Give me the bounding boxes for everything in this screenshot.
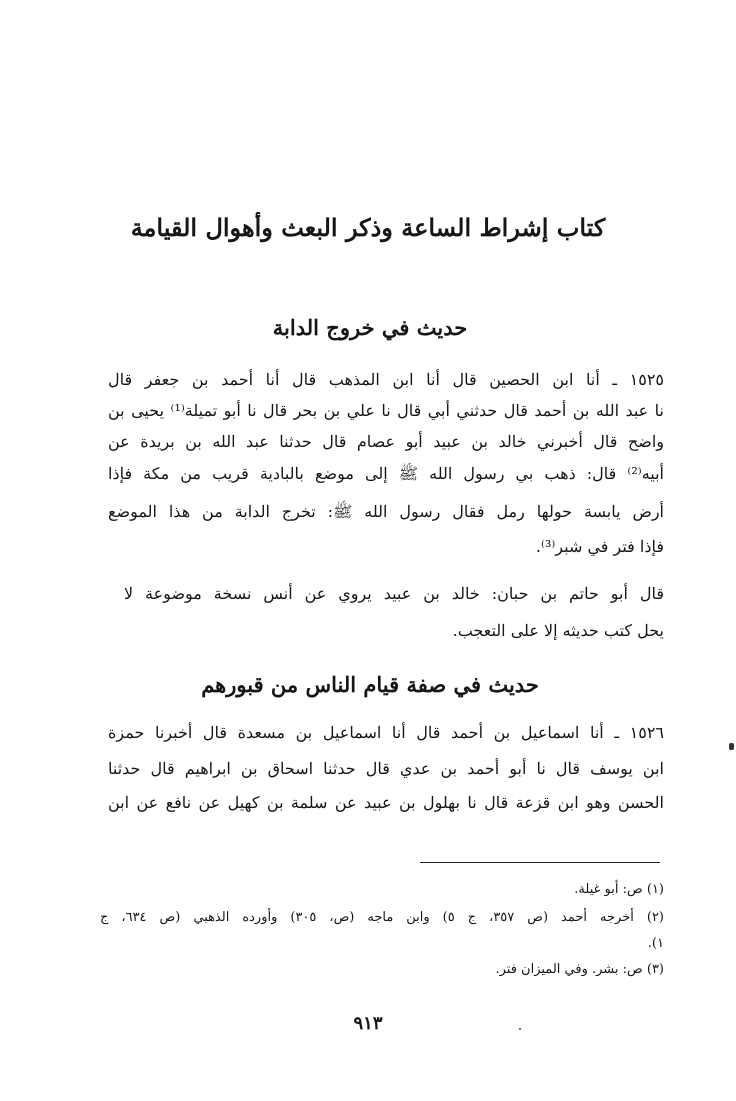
text-line: الحسن وهو ابن قزعة قال نا بهلول بن عبيد عن سلمة بن كهيل عن نافع عن ابن [108, 793, 664, 812]
text-line: ١٥٢٦ ـ أنا اسماعيل بن أحمد قال أنا اسماعيل بن مسعدة قال أخبرنا حمزة [108, 723, 664, 742]
text-line: يحل كتب حديثه إلا على التعجب. [452, 621, 664, 640]
footnote-3: (٣) ص: بشر. وفي الميزان فتر. [495, 962, 664, 977]
section-heading-qiyam: حديث في صفة قيام الناس من قبورهم [201, 672, 539, 697]
footnote-divider [420, 862, 660, 863]
text-line: قال أبو حاتم بن حبان: خالد بن عبيد يروي عن أنس نسخة موضوعة لا [124, 584, 664, 603]
footnote-1: (١) ص: أبو غيلة. [574, 882, 664, 897]
text-line: أبيه⁽²⁾ قال: ذهب بي رسول الله ﷺ إلى موضع بالبادية قريب من مكة فإذا [108, 464, 664, 483]
text-line: واضح قال أخبرني خالد بن عبيد أبو عصام قال حدثنا عبد الله بن بريدة عن [108, 432, 664, 451]
section-heading-dabba: حديث في خروج الدابة [272, 315, 468, 340]
scan-speck [519, 1028, 521, 1030]
text-line: نا عبد الله بن أحمد قال حدثني أبي قال نا علي بن بحر قال نا أبو تميلة⁽¹⁾ يحيى بن [108, 401, 665, 420]
text-line: أرض يابسة حولها رمل فقال رسول الله ﷺ: تخرج الدابة من هذا الموضع [108, 502, 664, 521]
page-number: ٩١٣ [353, 1013, 383, 1034]
text-line: فإذا فتر في شبر⁽³⁾. [535, 537, 664, 556]
text-line: ١٥٢٥ ـ أنا ابن الحصين قال أنا ابن المذهب قال أنا أحمد بن جعفر قال [108, 370, 664, 389]
footnote-2: (٢) أخرجه أحمد (ص ٣٥٧، ج ٥) وابن ماجه (ص، ٣٠٥) وأورده الذهبي (ص ٦٣٤، ج [100, 910, 664, 925]
book-title: كتاب إشراط الساعة وذكر البعث وأهوال القيامة [130, 213, 606, 242]
scan-speck [729, 743, 734, 750]
text-line: ابن يوسف قال نا أبو أحمد بن عدي قال حدثنا اسحاق بن ابراهيم قال حدثنا [108, 759, 664, 778]
footnote-2-continued: ١). [647, 936, 664, 951]
